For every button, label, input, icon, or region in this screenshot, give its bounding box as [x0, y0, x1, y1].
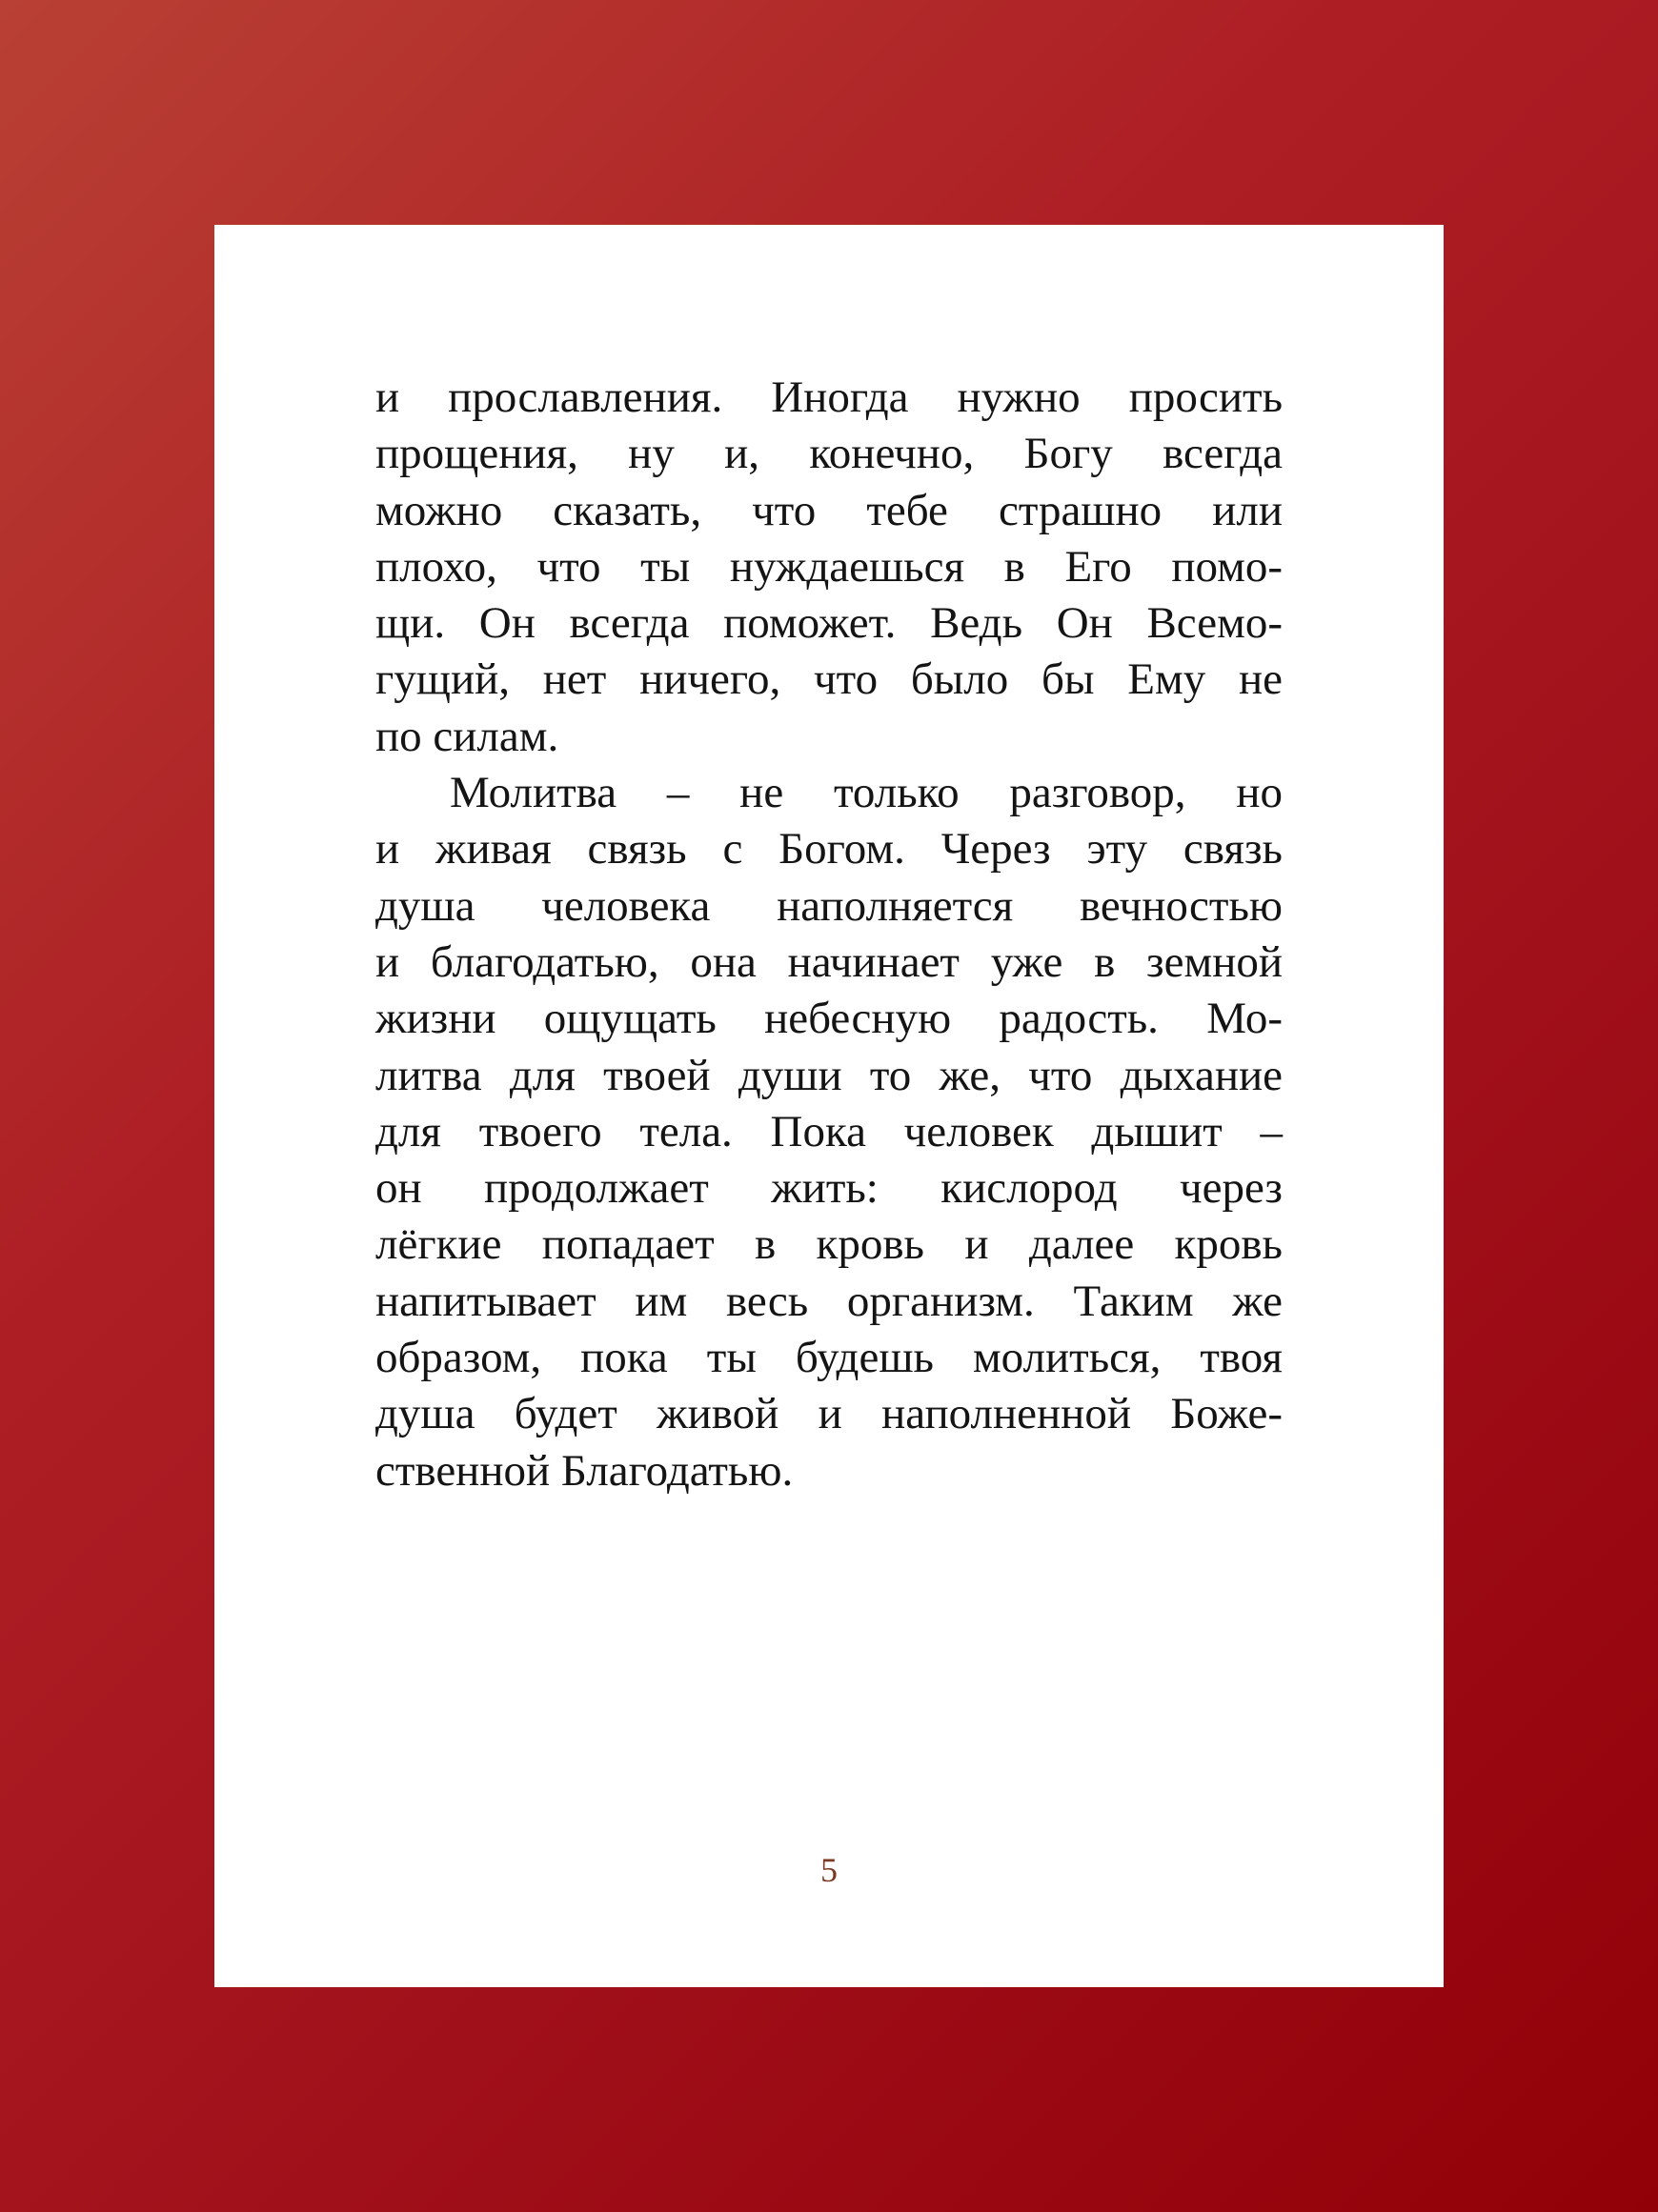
text-line: гущий, нет ничего, что было бы Ему не [375, 654, 1283, 705]
body-text [375, 370, 1283, 1499]
text-line: он продолжает жить: кислород через [375, 1163, 1283, 1214]
text-line: душа человека наполняется вечностью [375, 880, 1283, 931]
text-line: по силам. [375, 711, 559, 761]
text-line: литва для твоей души то же, что дыхание [375, 1050, 1283, 1100]
text-line: образом, пока ты будешь молиться, твоя [375, 1333, 1283, 1383]
text-line: жизни ощущать небесную радость. Мо- [375, 994, 1283, 1044]
text-line: прощения, ну и, конечно, Богу всегда [375, 429, 1283, 479]
text-line: и благодатью, она начинает уже в земной [375, 936, 1283, 987]
text-line: душа будет живой и наполненной Боже- [375, 1389, 1283, 1439]
text-line: плохо, что ты нуждаешься в Его помо- [375, 541, 1283, 592]
text-line: и живая связь с Богом. Через эту связь [375, 824, 1283, 875]
paragraph-start-line: Молитва – не только разговор, но [450, 768, 1283, 818]
text-line: можно сказать, что тебе страшно или [375, 485, 1283, 535]
text-line: ственной Благодатью. [375, 1445, 794, 1496]
text-line: для твоего тела. Пока человек дышит – [375, 1106, 1283, 1156]
text-line: лёгкие попадает в кровь и далее кровь [375, 1219, 1283, 1270]
book-page [214, 225, 1444, 1987]
text-line: щи. Он всегда поможет. Ведь Он Всемо- [375, 598, 1283, 649]
text-line: напитывает им весь организм. Таким же [375, 1276, 1283, 1326]
page-number: 5 [820, 1851, 838, 1889]
text-line: и прославления. Иногда нужно просить [375, 372, 1283, 422]
